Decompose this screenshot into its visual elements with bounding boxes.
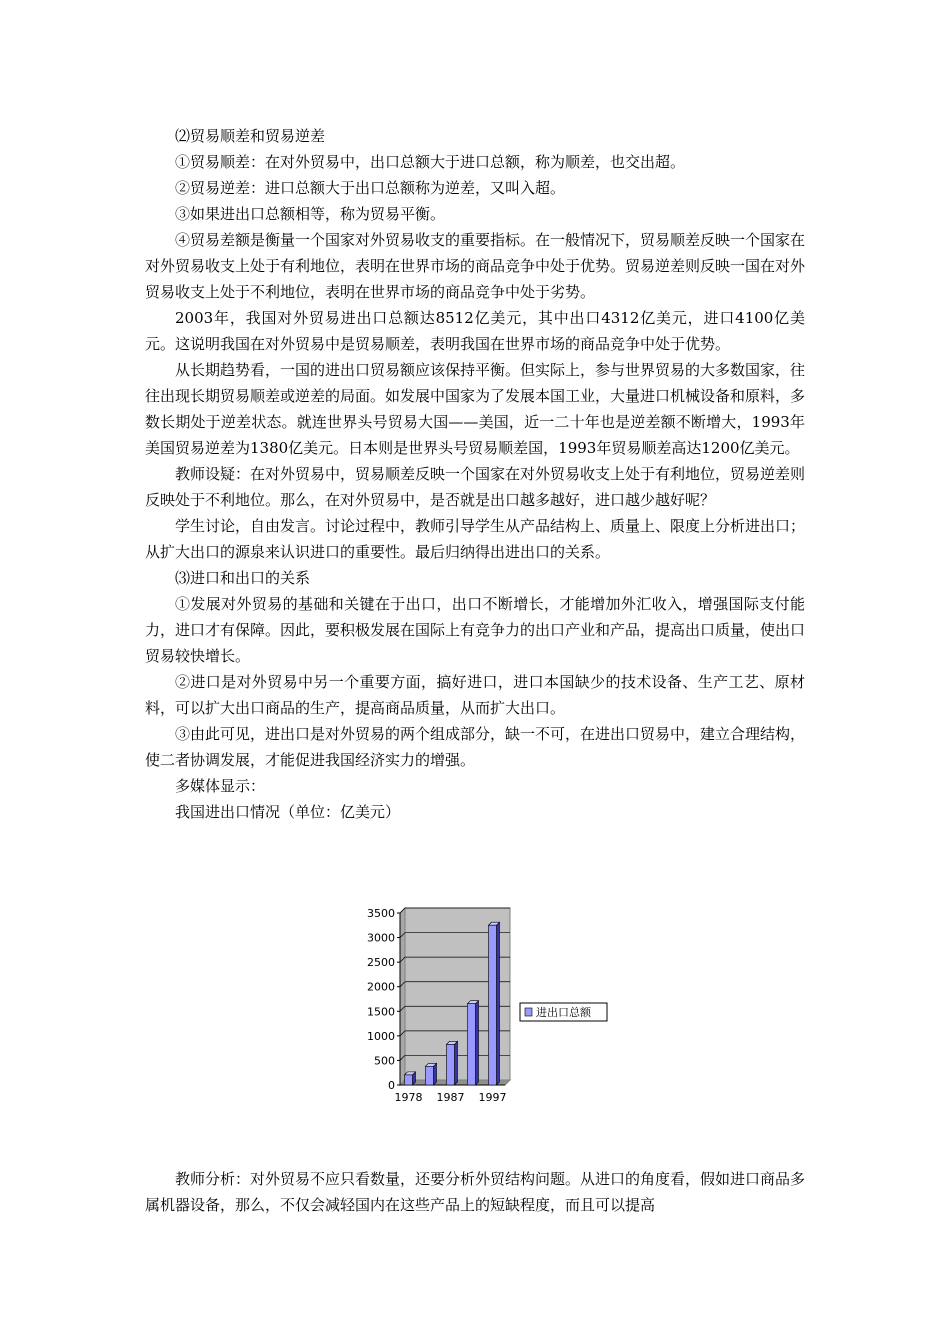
y-tick-label: 3500 [367,907,395,920]
paragraph-multimedia: 多媒体显示： [175,777,266,795]
bar [447,1044,455,1085]
bar [405,1075,413,1085]
x-tick-label: 1997 [478,1091,507,1104]
paragraph-trade-indicator: ④贸易差额是衡量一个国家对外贸易收支的重要指标。在一般情况下，贸易顺差反映一个国家在对外贸易收支上处于有利地位，表明在世界市场的商品竞争中处于优势。贸易逆差则反映一国在对外贸易收支上处于不利地位，表明在世界市场的商品竞争中处于劣势。 [145,231,806,301]
y-tick-label: 2500 [367,956,395,970]
bar [426,1066,434,1085]
paragraph-trade-deficit: ②贸易逆差：进口总额大于出口总额称为逆差，又叫入超。 [175,179,566,197]
x-tick-label: 1987 [436,1091,465,1104]
y-tick-label: 2000 [367,980,395,994]
paragraph-2003-data: 2003年，我国对外贸易进出口总额达8512亿美元，其中出口4312亿美元，进口4100亿美元。这说明我国在对外贸易中是贸易顺差，表明我国在世界市场的商品竞争中处于优势。 [145,309,805,353]
y-tick-label: 1000 [367,1029,395,1043]
document-bottom [145,1166,805,1218]
paragraph-teacher-analysis: 教师分析：对外贸易不应只看数量，还要分析外贸结构问题。从进口的角度看，假如进口商品多属机器设备，那么，不仅会减轻国内在这些产品上的短缺程度，而且可以提高 [145,1170,806,1214]
legend-swatch [525,1008,532,1016]
paragraph-trade-surplus: ①贸易顺差：在对外贸易中，出口总额大于进口总额，称为顺差，也交出超。 [175,153,686,171]
paragraph-student-discussion: 学生讨论，自由发言。讨论过程中，教师引导学生从产品结构上、质量上、限度上分析进出口；从扩大出口的源泉来认识进口的重要性。最后归纳得出进出口的关系。 [145,517,806,561]
paragraph-long-term-trend: 从长期趋势看，一国的进出口贸易额应该保持平衡。但实际上，参与世界贸易的大多数国家，往往出现长期贸易顺差或逆差的局面。如发展中国家为了发展本国工业，大量进口机械设备和原料，多数长期处于逆差状态。就连世界头号贸易大国——美国，近一二十年也是逆差额不断增大，1993年美国贸易逆差为1380亿美元。日本则是世界头号贸易顺差国，1993年贸易顺差高达1200亿美元。 [145,361,806,457]
bar-side [476,1001,479,1085]
paragraph-import-importance: ②进口是对外贸易中另一个重要方面，搞好进口，进口本国缺少的技术设备、生产工艺、原材料，可以扩大出口商品的生产，提高商品质量，从而扩大出口。 [145,673,805,717]
bar-side [497,922,500,1085]
paragraph-trade-balance: ③如果进出口总额相等，称为贸易平衡。 [175,205,446,223]
bar [468,1004,476,1085]
chart-caption: 我国进出口情况（单位：亿美元） [175,803,401,821]
section-heading-import-export: ⑶进口和出口的关系 [175,569,311,587]
paragraph-export-basis: ①发展对外贸易的基础和关键在于出口，出口不断增长，才能增加外汇收入，增强国际支付能力，进口才有保障。因此，要积极发展在国际上有竞争力的出口产业和产品，提高出口质量，使出口贸易较快增长。 [145,595,806,665]
bar-side [434,1063,437,1085]
paragraph-conclusion: ③由此可见，进出口是对外贸易的两个组成部分，缺一不可，在进出口贸易中，建立合理结构，使二者协调发展，才能促进我国经济实力的增强。 [145,725,806,769]
y-tick-label: 500 [374,1054,395,1068]
section-heading-trade-balance: ⑵贸易顺差和贸易逆差 [175,127,326,145]
document-body [145,123,805,825]
y-tick-label: 3000 [367,931,395,945]
trade-chart-svg [355,895,625,1115]
legend-label: 进出口总额 [536,1006,591,1019]
x-tick-label: 1978 [394,1091,423,1104]
plot-side-wall [400,908,405,1085]
trade-chart [355,895,625,1115]
paragraph-teacher-question: 教师设疑：在对外贸易中，贸易顺差反映一个国家在对外贸易收支上处于有利地位，贸易逆差则反映处于不利地位。那么，在对外贸易中，是否就是出口越多越好，进口越少越好呢？ [145,465,806,509]
bar-side [455,1041,458,1085]
y-tick-label: 0 [388,1079,395,1092]
bar [489,925,497,1085]
y-tick-label: 1500 [367,1005,395,1019]
